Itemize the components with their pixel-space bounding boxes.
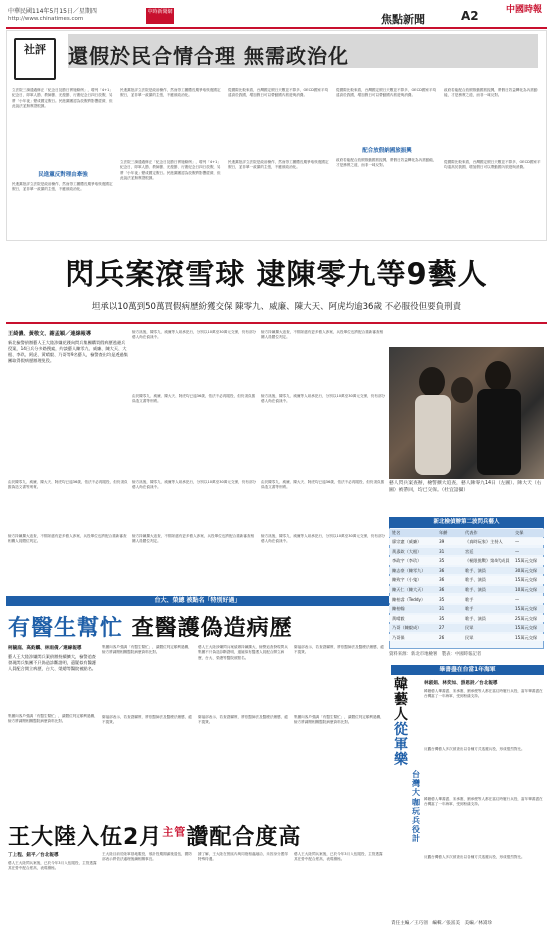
editorial-subhead: 民進黨反對理由牽強 — [38, 172, 88, 178]
table-cell: 陳天仁（陳大天） — [392, 587, 426, 592]
editorial-seal: 社評 — [14, 38, 56, 80]
table-cell: 15萬元交保 — [515, 558, 538, 564]
table-cell: 歌手、演員 — [465, 577, 486, 583]
story1-col-4 — [8, 480, 128, 592]
table-cell: 歌手 — [465, 596, 474, 602]
table-cell: 民眾 — [465, 625, 474, 631]
story2-paragraph: 集團向客戶強調「有醫生幫忙」，讓體位判定順利過關，檢方將調閱相關醫院病歷資料比對。 — [294, 715, 384, 725]
editorial-paragraph: 立法院三讀通過修正「紀念日及節日實施條例」，增列「4+1」紀念日，即軍人節、教師節、光復節、行憲紀念日四日放假，另將「小年夜」變成國定假日。民進黨團認為放假將影響經濟，但此說法並無實證根據。 — [120, 160, 222, 180]
story1-col-6 — [261, 480, 386, 592]
headline-char: 從 — [394, 722, 408, 738]
table-cell: 民眾 — [465, 635, 474, 640]
story4-byline: 丁上程、鈕平／台北報導 — [8, 853, 59, 858]
story4-headline-b: 讚配合度高 — [186, 825, 302, 850]
story4-col-4 — [294, 852, 386, 932]
page-credits: 責任主編／王巧翎 編輯／張富美 美編／林嵩珍 — [391, 921, 493, 926]
story4-headline-a: 王大陸入伍2月 — [8, 825, 163, 850]
table-title: 新北檢偵辦第二波閃兵藝人 — [389, 517, 544, 528]
story2-kicker: 台大、榮總 被點名「特別好過」 — [6, 596, 389, 606]
table-cell: 歌手 — [465, 606, 474, 612]
story2-paragraph: 集團向客戶強調「有醫生幫忙」，讓體位判定順利過關，檢方將調閱相關醫院病歷資料比對。 — [8, 714, 98, 724]
main-headline: 閃兵案滾雪球 逮陳零九等9藝人 — [65, 257, 488, 291]
story2-headline — [8, 611, 388, 642]
story4-paragraph: 王大陸目前於陸軍基地服役，預計役期期滿後退伍，國防部表示將依法處理後續相關事宜。 — [102, 852, 192, 862]
table-cell: 25萬元交保 — [515, 615, 538, 621]
editorial-paragraph: 民進黨批評立法院是政治操作，然而勞工團體長期爭取恢復國定假日，並非單一政黨的主張，不應被政治化。 — [228, 160, 329, 170]
story2-col-1 — [8, 645, 98, 795]
china-times-logo: 中國時報 — [505, 5, 542, 15]
story4-headline-mark: 主管 — [162, 825, 187, 839]
table-cell: 35 — [439, 596, 445, 602]
editorial-col-4 — [336, 88, 438, 238]
header-rule — [6, 27, 547, 29]
table-header — [389, 529, 544, 537]
table-row — [389, 624, 544, 631]
table-row — [389, 548, 544, 555]
table-cell: 31 — [439, 548, 445, 554]
story2-headline-b: 查醫護偽造病歷 — [123, 616, 293, 641]
table-cell: 《極限挑戰》第4代成員 — [465, 558, 510, 564]
table-row — [389, 538, 544, 545]
story1-paragraph: 檢方持續擴大追查，不排除還有更多藝人涉案，兵役單位也將配合重新審查相關人員體位判定。 — [261, 330, 384, 340]
table-cell: 乃哥（陳毅成） — [392, 625, 422, 631]
table-cell: — — [515, 548, 520, 554]
story2-paragraph: 藝人王大陸涉嫌閃兵案偵辦持續擴大，檢警追查發現閃兵集團不只偽造診斷證明，還疑似有醫護人員配合開立病歷，台大、榮總等醫院被點名。 — [198, 645, 288, 660]
editorial-paragraph: 政府若能配合放假推動國旅振興，將假日效益轉化為內需動能，才是務實之道，而非一味反對。 — [336, 158, 437, 168]
table-row — [389, 576, 544, 583]
story2-col-4 — [294, 645, 386, 795]
editorial-paragraph: 從國際比較來看，台灣國定假日天數並不算多，OECD國家平均遠高於我國，增加假日可以帶動國內旅遊與消費。 — [228, 88, 329, 98]
table-cell: 陳致宇（小鬼） — [392, 577, 422, 583]
table-cell: — — [515, 596, 520, 602]
story1-paragraph: 檢方持續擴大追查，不排除還有更多藝人涉案，兵役單位也將配合重新審查相關人員體位判定。 — [8, 534, 127, 544]
headline-rule — [6, 322, 547, 324]
table-cell: — — [515, 539, 520, 544]
story2-paragraph: 衛福部表示，若查證屬實，將依醫師法及醫療法嚴懲，絕不寬貸。 — [294, 645, 384, 655]
story3-body — [424, 680, 544, 915]
editorial-col-1 — [12, 88, 114, 238]
story4-col-1 — [8, 852, 98, 932]
table-cell: 26 — [439, 635, 445, 640]
story3-kicker: 畢書盡在台當1年海軍 — [391, 665, 544, 675]
table-source: 資料來源：新北市地檢署 製表：中國時報記者 — [389, 652, 482, 657]
issue-date: 中華民國114年5月15日／星期四 — [8, 8, 97, 15]
story1-byline: 王綺儂、黃敬文、謝孟穎／連線報導 — [8, 331, 92, 337]
story1-paragraph: 檢方訊後，陳零九、威廉等人坦承犯行，分別以10萬至30萬元交保，仍有部分藝人尚在偵訊中。 — [261, 394, 386, 404]
table-cell: 黃彥欽（大根） — [392, 548, 422, 554]
editorial-paragraph: 政府若能配合放假推動國旅振興，將假日效益轉化為內需動能，才是務實之道，而非一味反對。 — [444, 88, 538, 98]
editorial-paragraph: 民進黨批評立法院是政治操作，然而勞工團體長期爭取恢復國定假日，並非單一政黨的主張，不應被政治化。 — [12, 182, 113, 192]
headline-char: 藝 — [394, 692, 408, 708]
page-number: A2 — [461, 9, 479, 23]
story2-paragraph: 衛福部表示，若查證屬實，將依醫師法及醫療法嚴懲，絕不寬貸。 — [198, 715, 288, 725]
story1-paragraph: 檢方持續擴大追查，不排除還有更多藝人涉案，兵役單位也將配合重新審查相關人員體位判定。 — [132, 534, 255, 544]
table-row — [389, 615, 544, 622]
table-row — [389, 567, 544, 574]
table-cell: 36 — [439, 577, 445, 583]
story4-paragraph: 藝人王大陸閃兵案後，已於今年3月入伍服役，主管透露其在營中配合度高，表現積極。 — [294, 852, 383, 862]
story3-vertical-subhead: 台灣大咖玩兵役計 — [412, 770, 420, 844]
table-cell: 歌手、演員 — [465, 587, 486, 592]
table-cell: 30萬元交保 — [515, 567, 538, 573]
table-cell: 31 — [439, 606, 445, 612]
story1-lead: 新北檢警偵辦藝人王大陸涉嫌花錢向閃兵集團購買假病歷逃避兵役案，14日兵分多路搜索，約談藝人陳零九、威廉、陳大天、大根、李玖、阿虎、黃晴毅、乃哥等9名藝人，檢警查出均是透過集團取得假病歷辦理免役。 — [8, 340, 128, 363]
table-cell: 35 — [439, 558, 445, 564]
table-row — [389, 605, 544, 612]
story3-vertical-headline — [390, 678, 412, 768]
story3-byline: 林淑娟、林奕如、游恩詩／台北報導 — [424, 681, 498, 686]
story4-headline — [8, 820, 388, 851]
editorial-paragraph: 立法院三讀通過修正「紀念日及節日實施條例」，增列「4+1」紀念日，即軍人節、教師節、光復節、行憲紀念日四日放假，另將「小年夜」變成國定假日。民進黨團認為放假將影響經濟，但此說法並無實證根據。 — [12, 88, 114, 108]
table-cell: 陳志豪（陳零九） — [392, 567, 426, 573]
table-header-cell: 年齡 — [439, 530, 448, 535]
news-photo — [389, 347, 544, 479]
headline-char: 韓 — [394, 677, 408, 693]
table-cell: 《真時玩家》主持人 — [465, 539, 503, 544]
masthead — [6, 6, 547, 26]
story2-paragraph: 藝人王大陸涉嫌閃兵案偵辦持續擴大，檢警追查發現閃兵集團不只偽造診斷證明，還疑似有醫護人員配合開立病歷，台大、榮總等醫院被點名。 — [8, 654, 96, 671]
editorial-subhead: 配合放假納國旅振興 — [362, 148, 412, 154]
headline-char: 人 — [394, 707, 408, 723]
chinatimes-news-logo: 中時新聞網 — [146, 8, 174, 24]
story2-headline-a: 有醫生幫忙 — [8, 616, 124, 641]
table-cell: 陳柏睿（Teddy） — [392, 596, 426, 602]
table-header-cell: 代表作 — [465, 530, 478, 535]
story1-paragraph: 檢方訊後，陳零九、威廉等人坦承犯行，分別以10萬至30萬元交保，仍有部分藝人尚在偵訊中。 — [261, 534, 386, 544]
story1-col-3 — [261, 330, 386, 470]
editorial-paragraph: 民進黨批評立法院是政治操作，然而勞工團體長期爭取恢復國定假日，並非單一政黨的主張，不應被政治化。 — [120, 88, 221, 98]
story4-col-3 — [198, 852, 290, 932]
story1-paragraph: 由於陳零九、威廉、陳大天、阿虎均已逾36歲，依法不必再服役，但仍須負擔偽造文書等刑責。 — [132, 394, 256, 404]
table-cell: 廖宗憲（威廉） — [392, 539, 422, 544]
editorial-col-3 — [228, 88, 330, 238]
table-cell: 27 — [439, 625, 445, 631]
table-cell: 歌手、演員 — [465, 567, 486, 573]
story1-lead-col — [8, 330, 128, 396]
story3-paragraph: 反觀台灣藝人多次被查出以各種方式逃避兵役，形成強烈對比。 — [424, 855, 525, 859]
story2-paragraph: 衛福部表示，若查證屬實，將依醫師法及醫療法嚴懲，絕不寬貸。 — [102, 715, 192, 725]
story4-paragraph: 據了解，王大陸在營區內與同袍相處融洽，未因身分獲得特殊待遇。 — [198, 852, 288, 862]
table-cell: 李政宇（李玖） — [392, 558, 422, 564]
table-cell: 39 — [439, 539, 445, 544]
table-cell: 15萬元交保 — [515, 606, 538, 612]
table-row — [389, 596, 544, 603]
table-header-cell: 交保 — [515, 530, 524, 535]
story1-paragraph: 檢方訊後，陳零九、威廉等人坦承犯行，分別以10萬至30萬元交保，仍有部分藝人尚在偵訊中。 — [132, 480, 257, 490]
table-cell: 乃哥保 — [392, 635, 405, 640]
table-cell: 陳柏翰 — [392, 606, 405, 612]
table-cell: 15萬元交保 — [515, 577, 538, 583]
table-cell: 36 — [439, 567, 445, 573]
story3-paragraph: 韓籍藝人畢書盡、宋承憲、劉承俊等人都在當紅時履行兵役，當年畢書盡在台灣當了一年海軍，受到粉絲支持。 — [424, 797, 543, 807]
table-cell: 歌手、演員 — [465, 615, 486, 621]
section-name: 焦點新聞 — [381, 13, 425, 26]
story1-paragraph: 檢方訊後，陳零九、威廉等人坦承犯行，分別以10萬至30萬元交保，仍有部分藝人尚在偵訊中。 — [132, 330, 257, 340]
story4-col-2 — [102, 852, 194, 932]
story4-paragraph: 藝人王大陸閃兵案後，已於今年3月入伍服役，主管透露其在營中配合度高，表現積極。 — [8, 861, 97, 871]
table-row — [389, 557, 544, 564]
editorial-paragraph: 從國際比較來看，台灣國定假日天數並不算多，OECD國家平均遠高於我國，增加假日可以帶動國內旅遊與消費。 — [444, 160, 541, 170]
editorial-col-2 — [120, 88, 222, 238]
story2-byline: 柯毓庭、高鈞麟、林雨倩／連線報導 — [8, 646, 82, 651]
story3-paragraph: 韓籍藝人畢書盡、宋承憲、劉承俊等人都在當紅時履行兵役，當年畢書盡在台灣當了一年海軍，受到粉絲支持。 — [424, 689, 543, 699]
photo-caption: 藝人閃兵案查辦，檢警擴大追查，藝人陳零九14日（左圖）、陳大天（右圖）被帶回，均已交保。（杜宜諳攝） — [389, 481, 542, 493]
story2-col-2 — [102, 645, 194, 795]
table-cell: 15萬元交保 — [515, 635, 538, 640]
story2-col-3 — [198, 645, 290, 795]
site-url[interactable]: http://www.chinatimes.com — [8, 16, 84, 22]
table-row — [389, 634, 544, 641]
table-cell: 10萬元交保 — [515, 587, 538, 592]
editorial-paragraph: 從國際比較來看，台灣國定假日天數並不算多，OECD國家平均遠高於我國，增加假日可以帶動國內旅遊與消費。 — [336, 88, 437, 98]
table-row — [389, 586, 544, 593]
story2-paragraph: 集團向客戶強調「有醫生幫忙」，讓體位判定順利過關，檢方將調閱相關醫院病歷資料比對。 — [102, 645, 192, 655]
story1-col-2 — [132, 330, 257, 470]
main-subheadline: 坦承以10萬到50萬買假病歷紛獲交保 陳零九、威廉、陳大天、阿虎均逾36歲 不必服役但要負刑責 — [91, 302, 462, 312]
story1-col-5 — [132, 480, 257, 592]
table-cell: 宮廷 — [465, 548, 474, 554]
headline-char: 樂 — [394, 752, 408, 768]
table-cell: 36 — [439, 587, 445, 592]
headline-char: 軍 — [394, 737, 408, 753]
table-cell: 15萬元交保 — [515, 625, 538, 631]
story3-paragraph: 反觀台灣藝人多次被查出以各種方式逃避兵役，形成強烈對比。 — [424, 747, 525, 751]
story1-paragraph: 由於陳零九、威廉、陳大天、阿虎均已逾36歲，依法不必再服役，但仍須負擔偽造文書等刑責。 — [261, 480, 385, 490]
editorial-col-5 — [444, 88, 542, 238]
table-cell: 35 — [439, 615, 445, 621]
editorial-title: 還假於民合情合理 無需政治化 — [68, 44, 349, 68]
story1-paragraph: 由於陳零九、威廉、陳大天、阿虎均已逾36歲，依法不必再服役，但仍須負擔偽造文書等刑責。 — [8, 480, 128, 490]
table-cell: 黃晴毅 — [392, 615, 405, 621]
table-header-cell: 姓名 — [392, 530, 401, 535]
